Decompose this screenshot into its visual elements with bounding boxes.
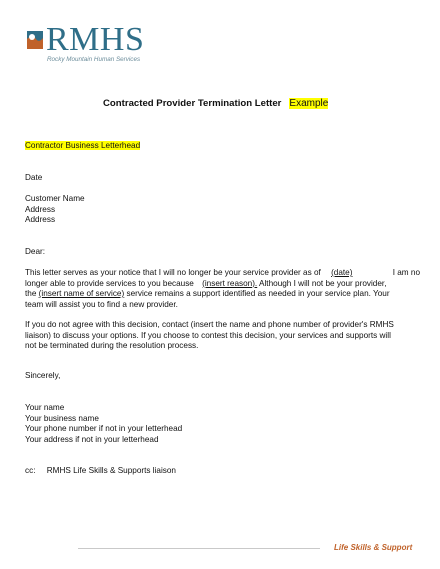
notice-line-2	[25, 279, 420, 290]
notice-text: the	[25, 289, 37, 298]
signature-business: Your business name	[25, 413, 99, 423]
contest-line-1: If you do not agree with this decision, contact (insert the name and phone number of provider's RMHS	[25, 320, 394, 329]
rmhs-logo	[25, 21, 155, 66]
example-badge: Example	[289, 98, 329, 109]
date-blank: (date)	[331, 268, 353, 277]
recipient-address-1: Address	[25, 204, 56, 214]
notice-text: longer able to provide services to you because	[25, 278, 194, 288]
recipient-name: Customer Name	[25, 194, 85, 203]
signature-address: Your address if not in your letterhead	[25, 434, 159, 444]
notice-line-1	[25, 268, 420, 279]
signature-name: Your name	[25, 403, 65, 412]
letterhead-placeholder: Contractor Business Letterhead	[25, 141, 141, 150]
notice-text: Although I will not be your provider,	[259, 278, 387, 288]
notice-line-4: team will assist you to find a new provider.	[25, 299, 178, 309]
cc-line	[25, 466, 176, 477]
contest-line-2: liaison) to discuss your options. If you choose to contest this decision, your services and supports will	[25, 330, 391, 340]
salutation: Dear:	[25, 247, 46, 256]
paragraph-contest	[25, 320, 420, 352]
contest-line-3: not be terminated during the resolution process.	[25, 341, 199, 350]
reason-blank: (insert reason).	[202, 278, 258, 288]
letterhead-line	[25, 141, 140, 152]
recipient-address-2: Address	[25, 215, 56, 224]
notice-text: This letter serves as your notice that I will no longer be your service provider as of	[25, 268, 321, 277]
logo-wordmark: RMHS	[46, 21, 145, 58]
service-blank: (insert name of service)	[38, 289, 125, 298]
footer-divider	[78, 548, 320, 549]
closing: Sincerely,	[25, 371, 61, 380]
title-text: Contracted Provider Termination Letter	[103, 98, 282, 109]
notice-text: I am no	[392, 268, 420, 277]
cc-label: cc:	[25, 466, 36, 475]
footer-tagline: Life Skills & Support	[334, 543, 413, 552]
logo-tagline: Rocky Mountain Human Services	[47, 56, 141, 63]
notice-text: service remains a support identified as needed in your service plan. Your	[126, 289, 390, 298]
date-line: Date	[25, 173, 43, 182]
notice-line-3	[25, 289, 420, 300]
cc-recipient: RMHS Life Skills & Supports liaison	[46, 466, 176, 475]
signature-phone: Your phone number if not in your letterhead	[25, 424, 183, 433]
paragraph-notice	[25, 268, 420, 310]
mountain-logo-icon	[25, 27, 45, 53]
page-title	[103, 98, 328, 109]
